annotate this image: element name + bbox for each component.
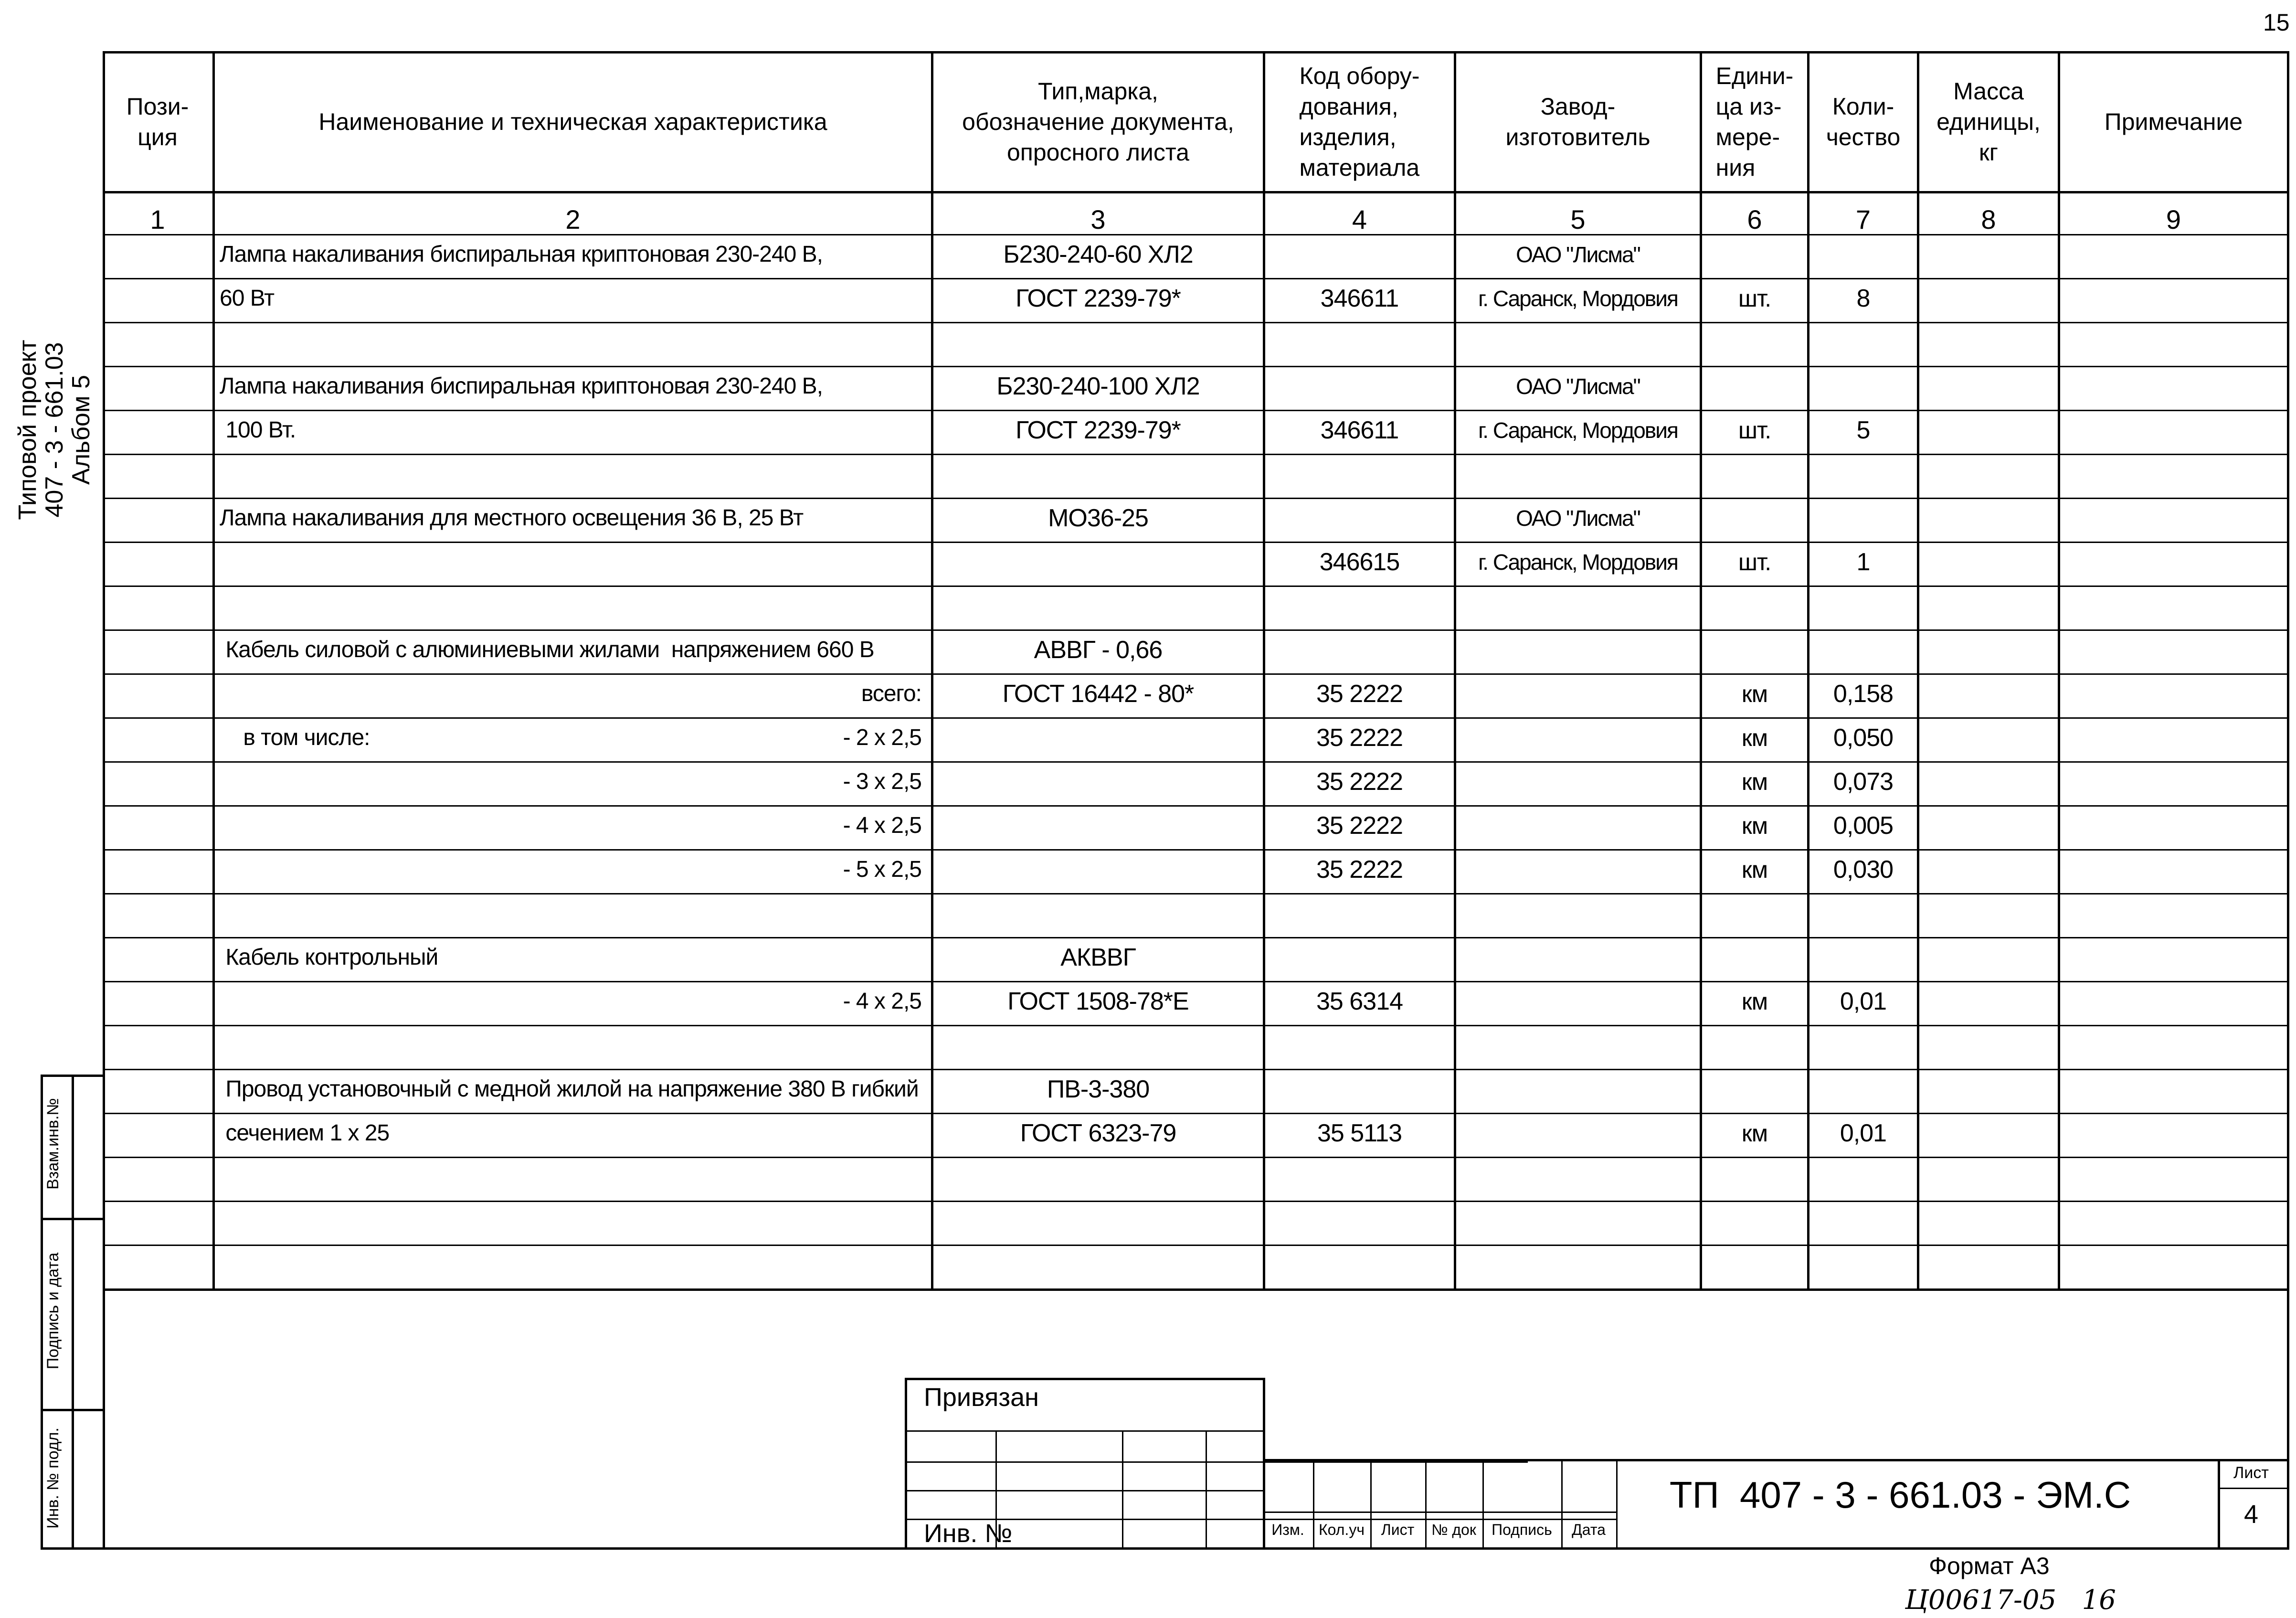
stamp-signature-date: Подпись и дата (44, 1252, 62, 1370)
side-stamp-div2 (41, 1409, 103, 1411)
row-qty: 8 (1856, 285, 1870, 312)
side-stamp-bottom (41, 1547, 103, 1550)
sheet-number: 4 (2243, 1500, 2259, 1529)
row-line (103, 585, 2287, 587)
row-type: ГОСТ 2239-79* (1016, 416, 1181, 444)
side-title-line-3: Альбом 5 (67, 375, 95, 485)
row-name: Лампа накаливания биспиральная криптоновая 230-240 В, (220, 373, 823, 399)
tb-line (905, 1490, 1263, 1491)
row-code: 35 2222 (1316, 768, 1403, 796)
row-maker: ОАО "Лисма" (1516, 374, 1640, 399)
row-type: МО36-25 (1048, 504, 1148, 532)
row-line (103, 1245, 2287, 1246)
row-name: сечением 1 х 25 (220, 1120, 390, 1146)
tb-col (1122, 1430, 1123, 1547)
row-code: 35 2222 (1316, 680, 1403, 708)
row-maker: г. Саранск, Мордовия (1478, 418, 1678, 443)
row-name-right: - 5 х 2,5 (843, 857, 921, 882)
revision-label: Подпись (1492, 1521, 1552, 1538)
row-line (103, 893, 2287, 894)
side-stamp-top (41, 1075, 103, 1077)
row-qty: 1 (1856, 548, 1870, 576)
colnum-8: 8 (1981, 204, 1996, 234)
tb-left (905, 1378, 907, 1547)
frame-right (2287, 51, 2289, 1550)
header-unit: Едини- ца из- мере- ния (1715, 63, 1794, 181)
row-maker: ОАО "Лисма" (1516, 506, 1640, 531)
side-title-line-1: Типовой проект (14, 340, 42, 520)
row-maker: г. Саранск, Мордовия (1478, 550, 1678, 575)
row-code: 35 6314 (1316, 988, 1403, 1015)
tb-line (905, 1461, 1528, 1463)
colnum-9: 9 (2166, 204, 2181, 234)
row-qty: 0,073 (1833, 768, 1894, 796)
colnum-2: 2 (565, 204, 581, 234)
row-unit: шт. (1738, 549, 1771, 575)
row-type: ГОСТ 2239-79* (1016, 285, 1181, 312)
row-type: Б230-240-100 ХЛ2 (996, 373, 1200, 400)
row-qty: 0,005 (1833, 812, 1894, 840)
row-qty: 5 (1856, 416, 1870, 444)
row-name-right: - 4 х 2,5 (843, 813, 921, 838)
row-code: 35 2222 (1316, 812, 1403, 840)
colnum-6: 6 (1747, 204, 1762, 234)
header-mass: Масса единицы, кг (1936, 78, 2041, 166)
row-line (103, 1025, 2287, 1026)
header-note: Примечание (2104, 108, 2243, 135)
row-unit: км (1741, 856, 1768, 883)
row-code: 35 2222 (1316, 856, 1403, 884)
row-name: в том числе: (220, 725, 370, 750)
row-unit: км (1741, 812, 1768, 839)
row-code: 35 2222 (1316, 724, 1403, 752)
row-unit: км (1741, 988, 1768, 1015)
row-line (103, 322, 2287, 323)
row-name: Кабель контрольный (220, 945, 438, 970)
tb-privyazan-top (905, 1378, 1263, 1380)
row-name: 60 Вт (220, 286, 275, 311)
row-code: 346611 (1320, 416, 1399, 444)
row-name-right: - 4 х 2,5 (843, 989, 921, 1014)
side-stamp-left (41, 1075, 43, 1547)
row-qty: 0,158 (1833, 680, 1894, 708)
row-type: ПВ-3-380 (1047, 1075, 1150, 1103)
row-line (103, 849, 2287, 851)
row-qty: 0,01 (1840, 1119, 1887, 1147)
revision-label: Кол.уч (1319, 1521, 1365, 1538)
row-unit: км (1741, 768, 1768, 795)
row-name: Лампа накаливания биспиральная криптоновая 230-240 В, (220, 242, 823, 267)
row-code: 346611 (1320, 285, 1399, 312)
row-unit: шт. (1738, 417, 1771, 444)
drawing-designation: ТП 407 - 3 - 661.03 - ЭМ.С (1669, 1474, 2131, 1516)
header-code: Код обору- дования, изделия, материала (1299, 63, 1420, 181)
side-stamp-div1 (41, 1218, 103, 1220)
row-qty: 0,01 (1840, 988, 1887, 1015)
header-qty: Коли- чество (1826, 93, 1901, 150)
row-type: ГОСТ 6323-79 (1020, 1119, 1176, 1147)
row-qty: 0,050 (1833, 724, 1894, 752)
row-line (103, 1201, 2287, 1202)
side-stamp-mid (72, 1075, 74, 1547)
page-number: 15 (2263, 9, 2290, 36)
row-name: Кабель силовой с алюминиевыми жилами напряжением 660 В (220, 637, 874, 662)
rev-line (1263, 1512, 1616, 1513)
header-position: Пози- ция (126, 93, 189, 150)
side-title-line-2: 407 - 3 - 661.03 (41, 342, 68, 518)
row-maker: г. Саранск, Мордовия (1478, 286, 1678, 311)
format-label: Формат А3 (1929, 1553, 2050, 1579)
header-type: Тип,марка, обозначение документа, опросного листа (962, 78, 1234, 166)
tb-privyazan-line (905, 1430, 1263, 1432)
revision-label: № док (1431, 1521, 1476, 1538)
row-name-right: - 3 х 2,5 (843, 769, 921, 794)
sheet-label: Лист (2233, 1464, 2269, 1482)
row-line (103, 805, 2287, 807)
row-unit: км (1741, 724, 1768, 751)
row-code: 346615 (1319, 548, 1400, 576)
revision-label: Изм. (1271, 1521, 1304, 1538)
row-qty: 0,030 (1833, 856, 1894, 884)
row-line (103, 761, 2287, 763)
rev-top (1263, 1459, 1616, 1461)
header-divider (103, 191, 2287, 193)
row-code: 35 5113 (1317, 1119, 1402, 1147)
row-name-right: всего: (861, 681, 921, 706)
row-name: 100 Вт. (220, 417, 296, 443)
row-name: Провод установочный с медной жилой на напряжение 380 В гибкий (220, 1076, 919, 1102)
side-title (14, 310, 95, 549)
row-line (103, 1157, 2287, 1158)
row-name: Лампа накаливания для местного освещения 36 В, 25 Вт (220, 505, 804, 531)
row-line (103, 542, 2287, 543)
row-type: ГОСТ 16442 - 80* (1002, 680, 1194, 708)
row-maker: ОАО "Лисма" (1516, 242, 1640, 267)
stamp-replaced-inv: Взам.инв.№ (44, 1098, 62, 1190)
row-type: АКВВГ (1060, 944, 1136, 971)
row-name-right: - 2 х 2,5 (843, 725, 921, 750)
revision-label: Лист (1381, 1521, 1415, 1538)
handwritten-note: Ц00617-05 16 (1905, 1585, 2116, 1616)
colnum-5: 5 (1570, 204, 1586, 234)
row-type: АВВГ - 0,66 (1034, 636, 1163, 664)
row-unit: км (1741, 1120, 1768, 1147)
colnum-3: 3 (1090, 204, 1106, 234)
row-unit: шт. (1738, 285, 1771, 312)
frame-bottom (103, 1547, 2289, 1550)
header-maker: Завод- изготовитель (1505, 93, 1651, 150)
colnum-4: 4 (1352, 204, 1367, 234)
revision-label: Дата (1572, 1521, 1606, 1538)
header-name: Наименование и техническая характеристика (318, 108, 827, 135)
inv-no-label: Инв. № (924, 1519, 1013, 1548)
row-unit: км (1741, 681, 1768, 707)
row-line (103, 454, 2287, 455)
row-type: Б230-240-60 ХЛ2 (1003, 241, 1193, 268)
row-type: ГОСТ 1508-78*Е (1007, 988, 1189, 1015)
tb-col (1206, 1430, 1207, 1547)
colnum-1: 1 (150, 204, 165, 234)
privyazan-label: Привязан (924, 1383, 1039, 1412)
table-bottom (103, 1288, 2287, 1291)
frame-left (103, 51, 105, 1550)
colnum-7: 7 (1855, 204, 1871, 234)
stamp-original-inv: Инв. № подл. (44, 1427, 62, 1529)
sheet-div (2218, 1488, 2287, 1489)
designation-top (1616, 1459, 2287, 1461)
